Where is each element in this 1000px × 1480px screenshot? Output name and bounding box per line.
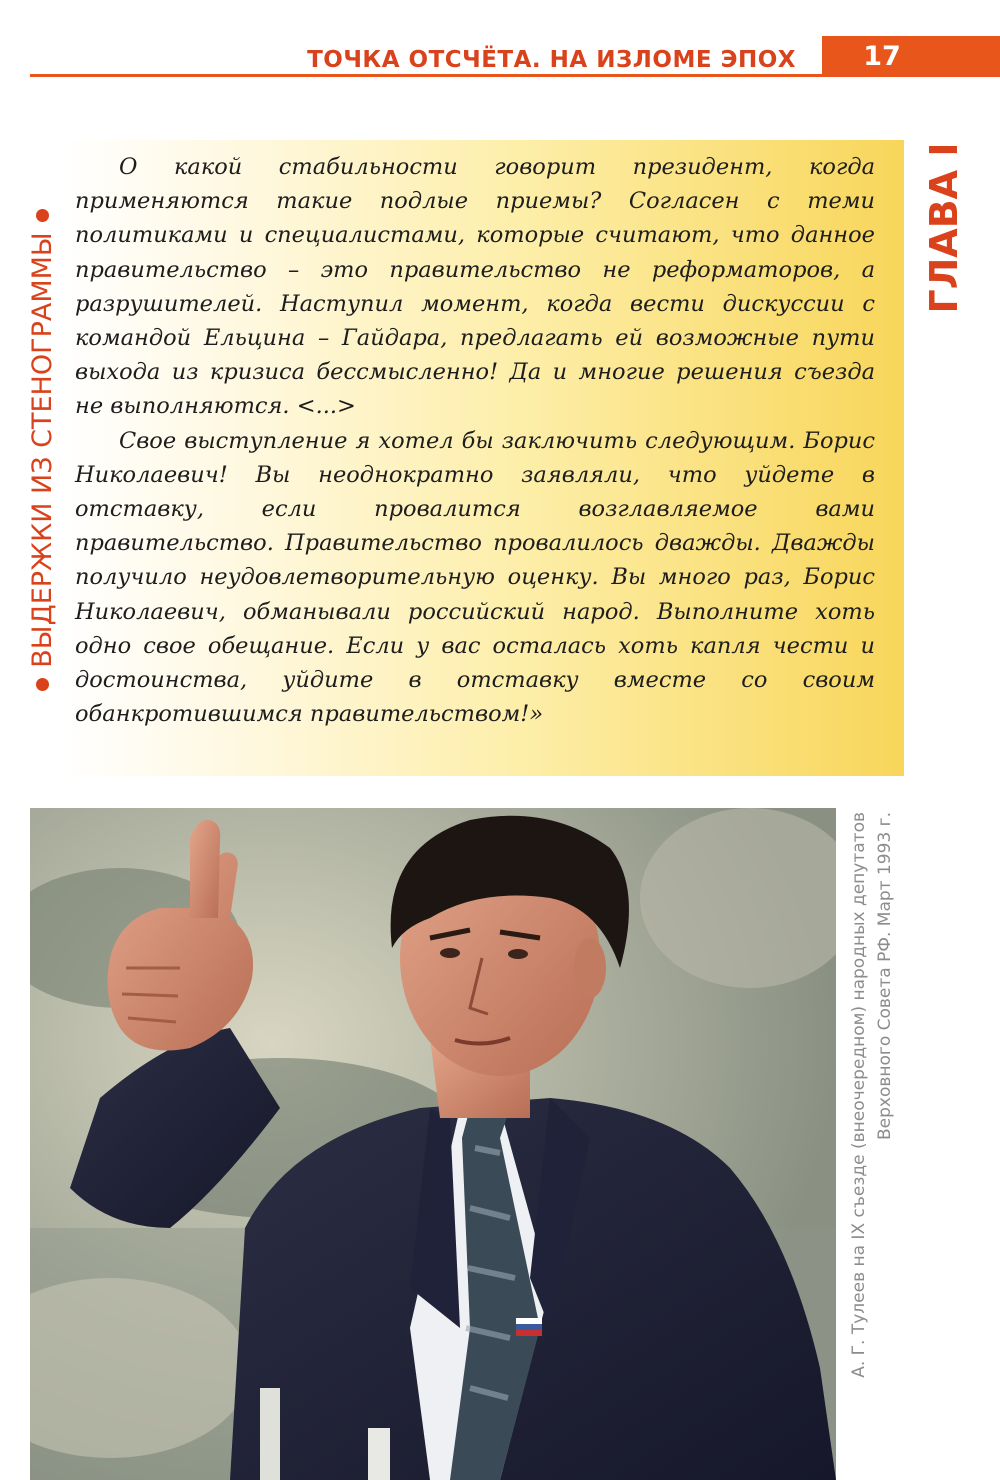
- bullet-dot-icon: [36, 678, 49, 691]
- chapter-label-text: ГЛАВА I: [922, 142, 966, 314]
- bullet-dot-icon: [36, 209, 49, 222]
- section-side-label: [22, 180, 62, 720]
- photo-caption: [846, 812, 906, 1462]
- quote-block: [75, 150, 875, 731]
- quote-paragraph: О какой стабильности говорит президент, когда применяются такие подлые приемы? Согласен с теми политиками и специалистами, которые считают, что данное правительство – это правительство не реформаторов, а разрушителей. Наступил момент, когда вести дискуссии с командой Ельцина – Гайдара, предлагать ей возможные пути выхода из кризиса бессмысленно! Да и многие решения съезда не выполняются. <...>: [75, 154, 875, 420]
- section-side-label-text: ВЫДЕРЖКИ ИЗ СТЕНОГРАММЫ: [26, 232, 58, 668]
- chapter-label: [918, 128, 970, 328]
- speaker-photo-illustration: [30, 808, 836, 1480]
- page-number-tab: [822, 36, 1000, 77]
- caption-line: А. Г. Тулеев на IX съезде (внеочередном) народных депутатов: [849, 812, 869, 1378]
- quote-paragraph: Свое выступление я хотел бы заключить следующим. Борис Николаевич! Вы неоднократно заявляли, что уйдете в отставку, если провалится возглавляемое вами правительство. Правительство провалилось дважды. Дважды получило неудовлетворительную оценку. Вы много раз, Борис Николаевич, обманывали российский народ. Выполните хоть одно свое обещание. Если у вас осталась хоть капля чести и достоинства, уйдите в отставку вместе со своим обанкротившимся правительством!»: [75, 427, 875, 728]
- page-number: 17: [863, 41, 901, 72]
- caption-line: Верховного Совета РФ. Март 1993 г.: [875, 812, 895, 1140]
- running-header-title: ТОЧКА ОТСЧЁТА. НА ИЗЛОМЕ ЭПОХ: [307, 47, 796, 73]
- speaker-photo: [30, 808, 836, 1480]
